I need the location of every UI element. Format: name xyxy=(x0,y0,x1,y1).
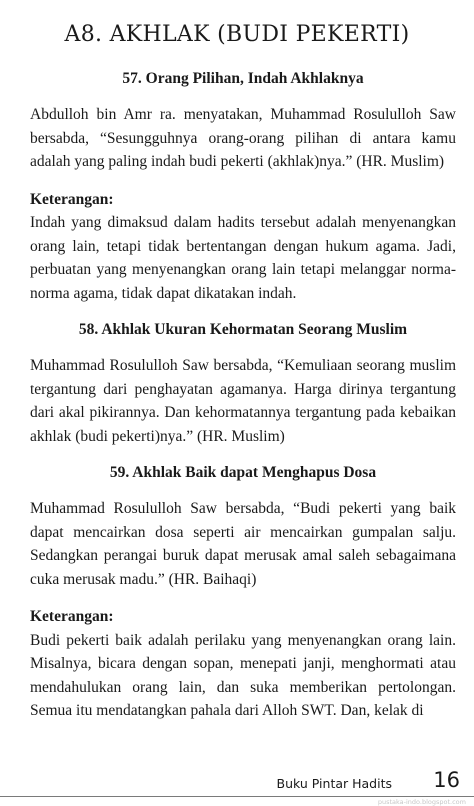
note-label: Keterangan: xyxy=(30,608,114,625)
note-label: Keterangan: xyxy=(30,190,114,208)
section-heading: 59. Akhlak Baik dapat Menghapus Dosa xyxy=(109,464,377,481)
footer-divider xyxy=(0,796,474,797)
note-text: Budi pekerti baik adalah perilaku yang menyenangkan orang lain. Misalnya, bicara dengan sopan, menepati janji, menghormati atau mendahulukan orang lain, dan suka memberikan pertolongan. Semua itu mendatangkan pahala dari Alloh SWT. Dan, kelak di xyxy=(30,631,456,719)
section-heading: 57. Orang Pilihan, Indah Akhlaknya xyxy=(122,70,364,87)
page-content xyxy=(30,68,456,723)
section-heading: 58. Akhlak Ukuran Kehormatan Seorang Muslim xyxy=(78,321,408,338)
hadith-section-58 xyxy=(30,319,456,448)
hadith-text: Muhammad Rosululloh Saw bersabda, “Kemuliaan seorang muslim tergantung dari penghayatan agamanya. Harga dirinya tergantung dari akal pikirannya. Dan kehormatannya tergantung pada kebaikan akhlak (budi pekerti)nya.” (HR. Muslim) xyxy=(30,357,456,445)
chapter-title: A8. AKHLAK (BUDI PEKERTI) xyxy=(64,22,410,47)
hadith-text: Abdulloh bin Amr ra. menyatakan, Muhammad Rosululloh Saw bersabda, “Sesungguhnya orang-orang pilihan di antara kamu adalah yang paling indah budi pekerti (akhlak)nya.” (HR. Muslim) xyxy=(30,106,456,170)
hadith-section-59 xyxy=(30,462,456,723)
hadith-text: Muhammad Rosululloh Saw bersabda, “Budi pekerti yang baik dapat mencairkan dosa seperti air mencairkan gumpalan salju. Sedangkan perangai buruk dapat merusak amal saleh sebagaimana cuka merusak madu.” (HR. Baihaqi) xyxy=(30,500,456,588)
footer-watermark: pustaka-indo.blogspot.com xyxy=(377,798,466,806)
page-footer xyxy=(0,768,474,806)
page-number: 16 xyxy=(433,768,460,792)
note-text: Indah yang dimaksud dalam hadits tersebut adalah menyenangkan orang lain, tetapi tidak bertentangan dengan hukum agama. Jadi, perbuatan yang menyenangkan orang lain tetapi melanggar norma-norma agama, tidak dapat dikatakan indah. xyxy=(30,214,456,302)
footer-book-title: Buku Pintar Hadits xyxy=(276,776,392,791)
hadith-section-57 xyxy=(30,68,456,305)
